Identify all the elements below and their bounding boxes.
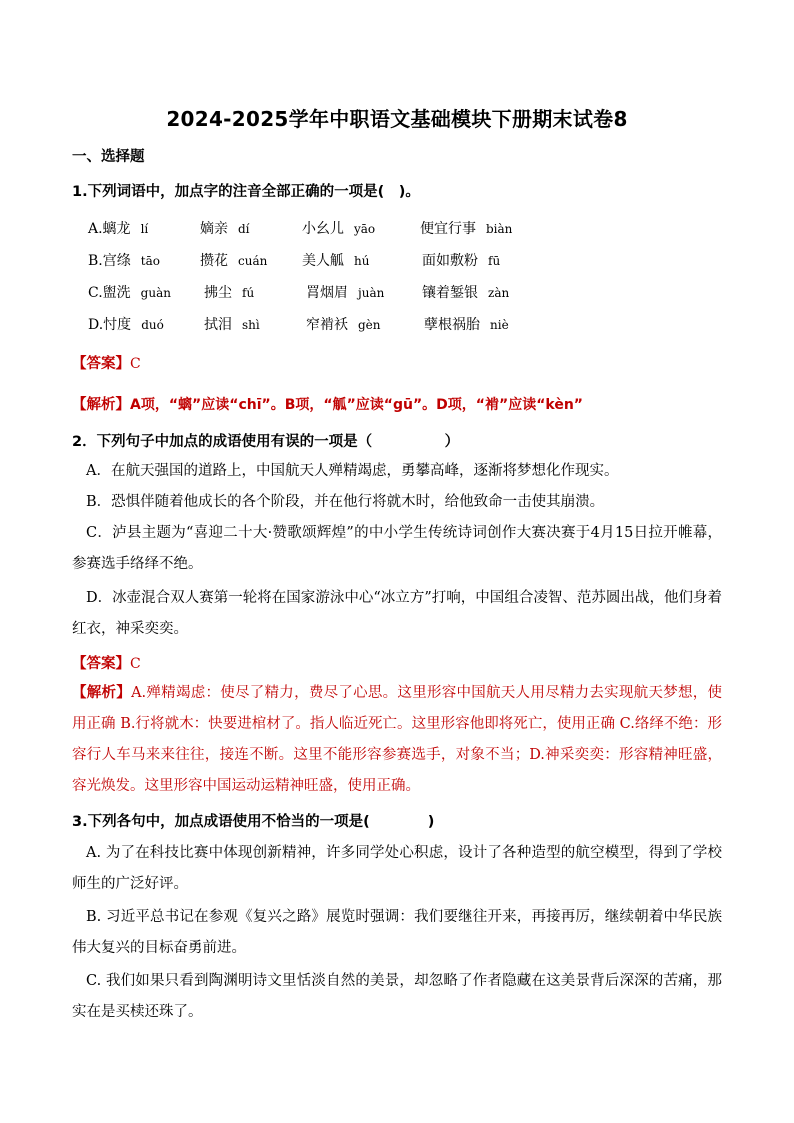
question-2-analysis: 【解析】A.殚精竭虑：使尽了精力，费尽了心思。这里形容中国航天人用尽精力去实现航天梦想，使用正确 B.行将就木：快要进棺材了。指人临近死亡。这里形容他即将死亡，使用正确 C.络绎不绝：形容行人车马来来往往，接连不断。这里不能形容参赛选手，对象不当；D.神采奕奕：形容精神旺盛，容光焕发。这里形容中国运动运精神旺盛，使用正确。 [72,684,722,794]
question-2-option-c: C．泸县主题为“喜迎二十大·赞歌颂辉煌”的中小学生传统诗词创作大赛决赛于4月15日拉开帷幕，参赛选手络绎不绝。 [72,525,722,572]
option-word: C.盥洗 guàn [88,285,171,301]
option-word: 拂尘 fú [204,285,255,301]
question-3-option-b: B. 习近平总书记在参观《复兴之路》展览时强调：我们要继往开来，再接再厉，继续朝着中华民族伟大复兴的目标奋勇前进。 [72,909,722,956]
question-2-option-d: D．冰壶混合双人赛第一轮将在国家游泳中心“冰立方”打响，中国组合凌智、范苏圆出战，他们身着红衣，神采奕奕。 [72,590,722,637]
option-word: 面如敷粉 fū [422,253,501,269]
option-word: 攒花 cuán [200,253,268,269]
option-word: B.宫绦 tāo [88,253,160,269]
exam-title: 2024-2025学年中职语文基础模块下册期末试卷8 [166,107,628,131]
option-word: 美人觚 hú [302,253,370,269]
option-word: 罥烟眉 juàn [306,285,385,301]
question-3-option-a: A. 为了在科技比赛中体现创新精神，许多同学处心积虑，设计了各种造型的航空模型，得到了学校师生的广泛好评。 [72,845,722,892]
question-1-analysis: 【解析】A项，“螭”应读“chī”。B项，“觚”应读“gū”。D项，“褃”应读“kèn” [72,397,583,413]
option-word: 便宜行事 biàn [420,221,513,237]
question-2-option-a: A．在航天强国的道路上，中国航天人殚精竭虑，勇攀高峰，逐渐将梦想化作现实。 [86,463,619,479]
section-heading: 一、选择题 [72,149,145,165]
option-word: 拭泪 shì [204,317,260,333]
question-1-stem: 1.下列词语中，加点字的注音全部正确的一项是( )。 [72,184,420,200]
option-word: 窄褃袄 gèn [306,317,381,333]
question-1-answer: 【答案】C [72,356,141,372]
question-2-answer: 【答案】C [72,656,141,672]
question-2-option-b: B．恐惧伴随着他成长的各个阶段，并在他行将就木时，给他致命一击使其崩溃。 [86,494,605,510]
option-word: D.忖度 duó [88,317,164,333]
question-2-stem: 2．下列句子中加点的成语使用有误的一项是（ ） [72,434,460,450]
option-word: 小幺儿 yāo [302,221,376,237]
option-word: 嫡亲 dí [200,221,250,237]
option-word: A.螭龙 lí [88,221,149,237]
question-3-stem: 3.下列各句中，加点成语使用不恰当的一项是( ) [72,814,435,830]
question-3-option-c: C. 我们如果只看到陶渊明诗文里恬淡自然的美景，却忽略了作者隐藏在这美景背后深深的苦痛，那实在是买椟还珠了。 [72,973,722,1020]
option-word: 镶着錾银 zàn [422,285,510,301]
option-word: 孽根祸胎 niè [424,317,509,333]
